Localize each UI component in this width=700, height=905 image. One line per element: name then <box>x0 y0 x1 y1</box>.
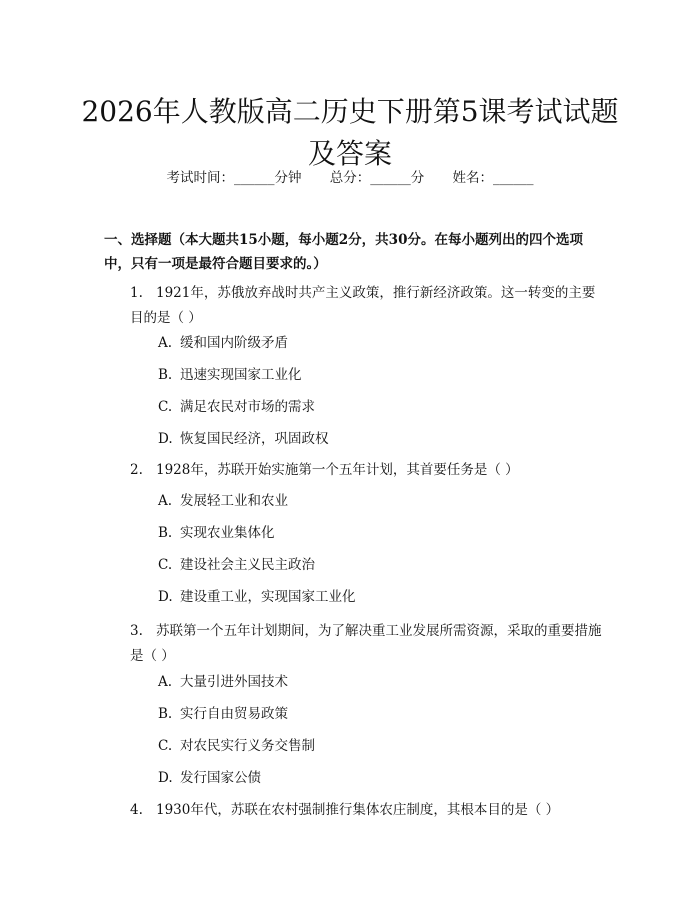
question-1-option-b <box>158 365 302 385</box>
question-3-option-a <box>158 672 288 692</box>
question-number: 2. <box>130 462 143 478</box>
title-line-2: 及答案 <box>307 136 392 170</box>
question-number: 4. <box>130 802 143 818</box>
question-3-option-d <box>158 768 261 788</box>
page-title <box>60 91 640 175</box>
exam-name: 姓名：______ <box>452 170 534 186</box>
question-3 <box>130 619 606 669</box>
title-line-1: 2026年人教版高二历史下册第5课考试试题 <box>81 94 619 128</box>
option-text: 缓和国内阶级矛盾 <box>180 335 288 351</box>
option-letter: C. <box>158 557 173 573</box>
question-1-option-a <box>158 333 288 353</box>
question-2-option-c <box>158 555 315 575</box>
question-stem: 1921年，苏俄放弃战时共产主义政策，推行新经济政策。这一转变的主要目的是（ ） <box>130 285 596 326</box>
exam-info <box>0 168 700 188</box>
question-stem: 苏联第一个五年计划期间，为了解决重工业发展所需资源，采取的重要措施是（ ） <box>130 623 602 664</box>
question-3-option-c <box>158 736 315 756</box>
option-text: 实现农业集体化 <box>180 525 275 541</box>
option-letter: C. <box>158 399 173 415</box>
option-text: 满足农民对市场的需求 <box>180 399 315 415</box>
option-letter: D. <box>158 431 173 447</box>
option-text: 恢复国民经济，巩固政权 <box>180 431 329 447</box>
option-letter: D. <box>158 770 173 786</box>
question-1 <box>130 281 606 331</box>
question-1-option-c <box>158 397 315 417</box>
question-stem: 1930年代，苏联在农村强制推行集体农庄制度，其根本目的是（ ） <box>156 802 560 818</box>
option-letter: D. <box>158 589 173 605</box>
option-letter: A. <box>158 674 173 690</box>
option-text: 建设重工业，实现国家工业化 <box>180 589 356 605</box>
option-text: 实行自由贸易政策 <box>180 706 288 722</box>
question-2-option-d <box>158 587 356 607</box>
question-number: 3. <box>130 623 143 639</box>
exam-score: 总分：______分 <box>329 170 425 186</box>
option-text: 大量引进外国技术 <box>180 674 288 690</box>
question-1-option-d <box>158 429 329 449</box>
option-text: 发行国家公债 <box>180 770 261 786</box>
question-2-option-b <box>158 523 275 543</box>
exam-time: 考试时间：______分钟 <box>166 170 302 186</box>
option-text: 迅速实现国家工业化 <box>180 367 302 383</box>
option-letter: C. <box>158 738 173 754</box>
question-4 <box>130 798 606 823</box>
option-text: 对农民实行义务交售制 <box>180 738 315 754</box>
option-letter: B. <box>158 367 173 383</box>
option-letter: A. <box>158 493 173 509</box>
question-number: 1. <box>130 285 143 301</box>
option-text: 发展轻工业和农业 <box>180 493 288 509</box>
question-2 <box>130 458 606 483</box>
option-text: 建设社会主义民主政治 <box>180 557 315 573</box>
section-heading: 一、选择题（本大题共15小题，每小题2分，共30分。在每小题列出的四个选项中，只有一项是最符合题目要求的。） <box>104 232 583 272</box>
question-3-option-b <box>158 704 288 724</box>
option-letter: A. <box>158 335 173 351</box>
question-stem: 1928年，苏联开始实施第一个五年计划，其首要任务是（ ） <box>156 462 519 478</box>
option-letter: B. <box>158 525 173 541</box>
option-letter: B. <box>158 706 173 722</box>
question-2-option-a <box>158 491 288 511</box>
